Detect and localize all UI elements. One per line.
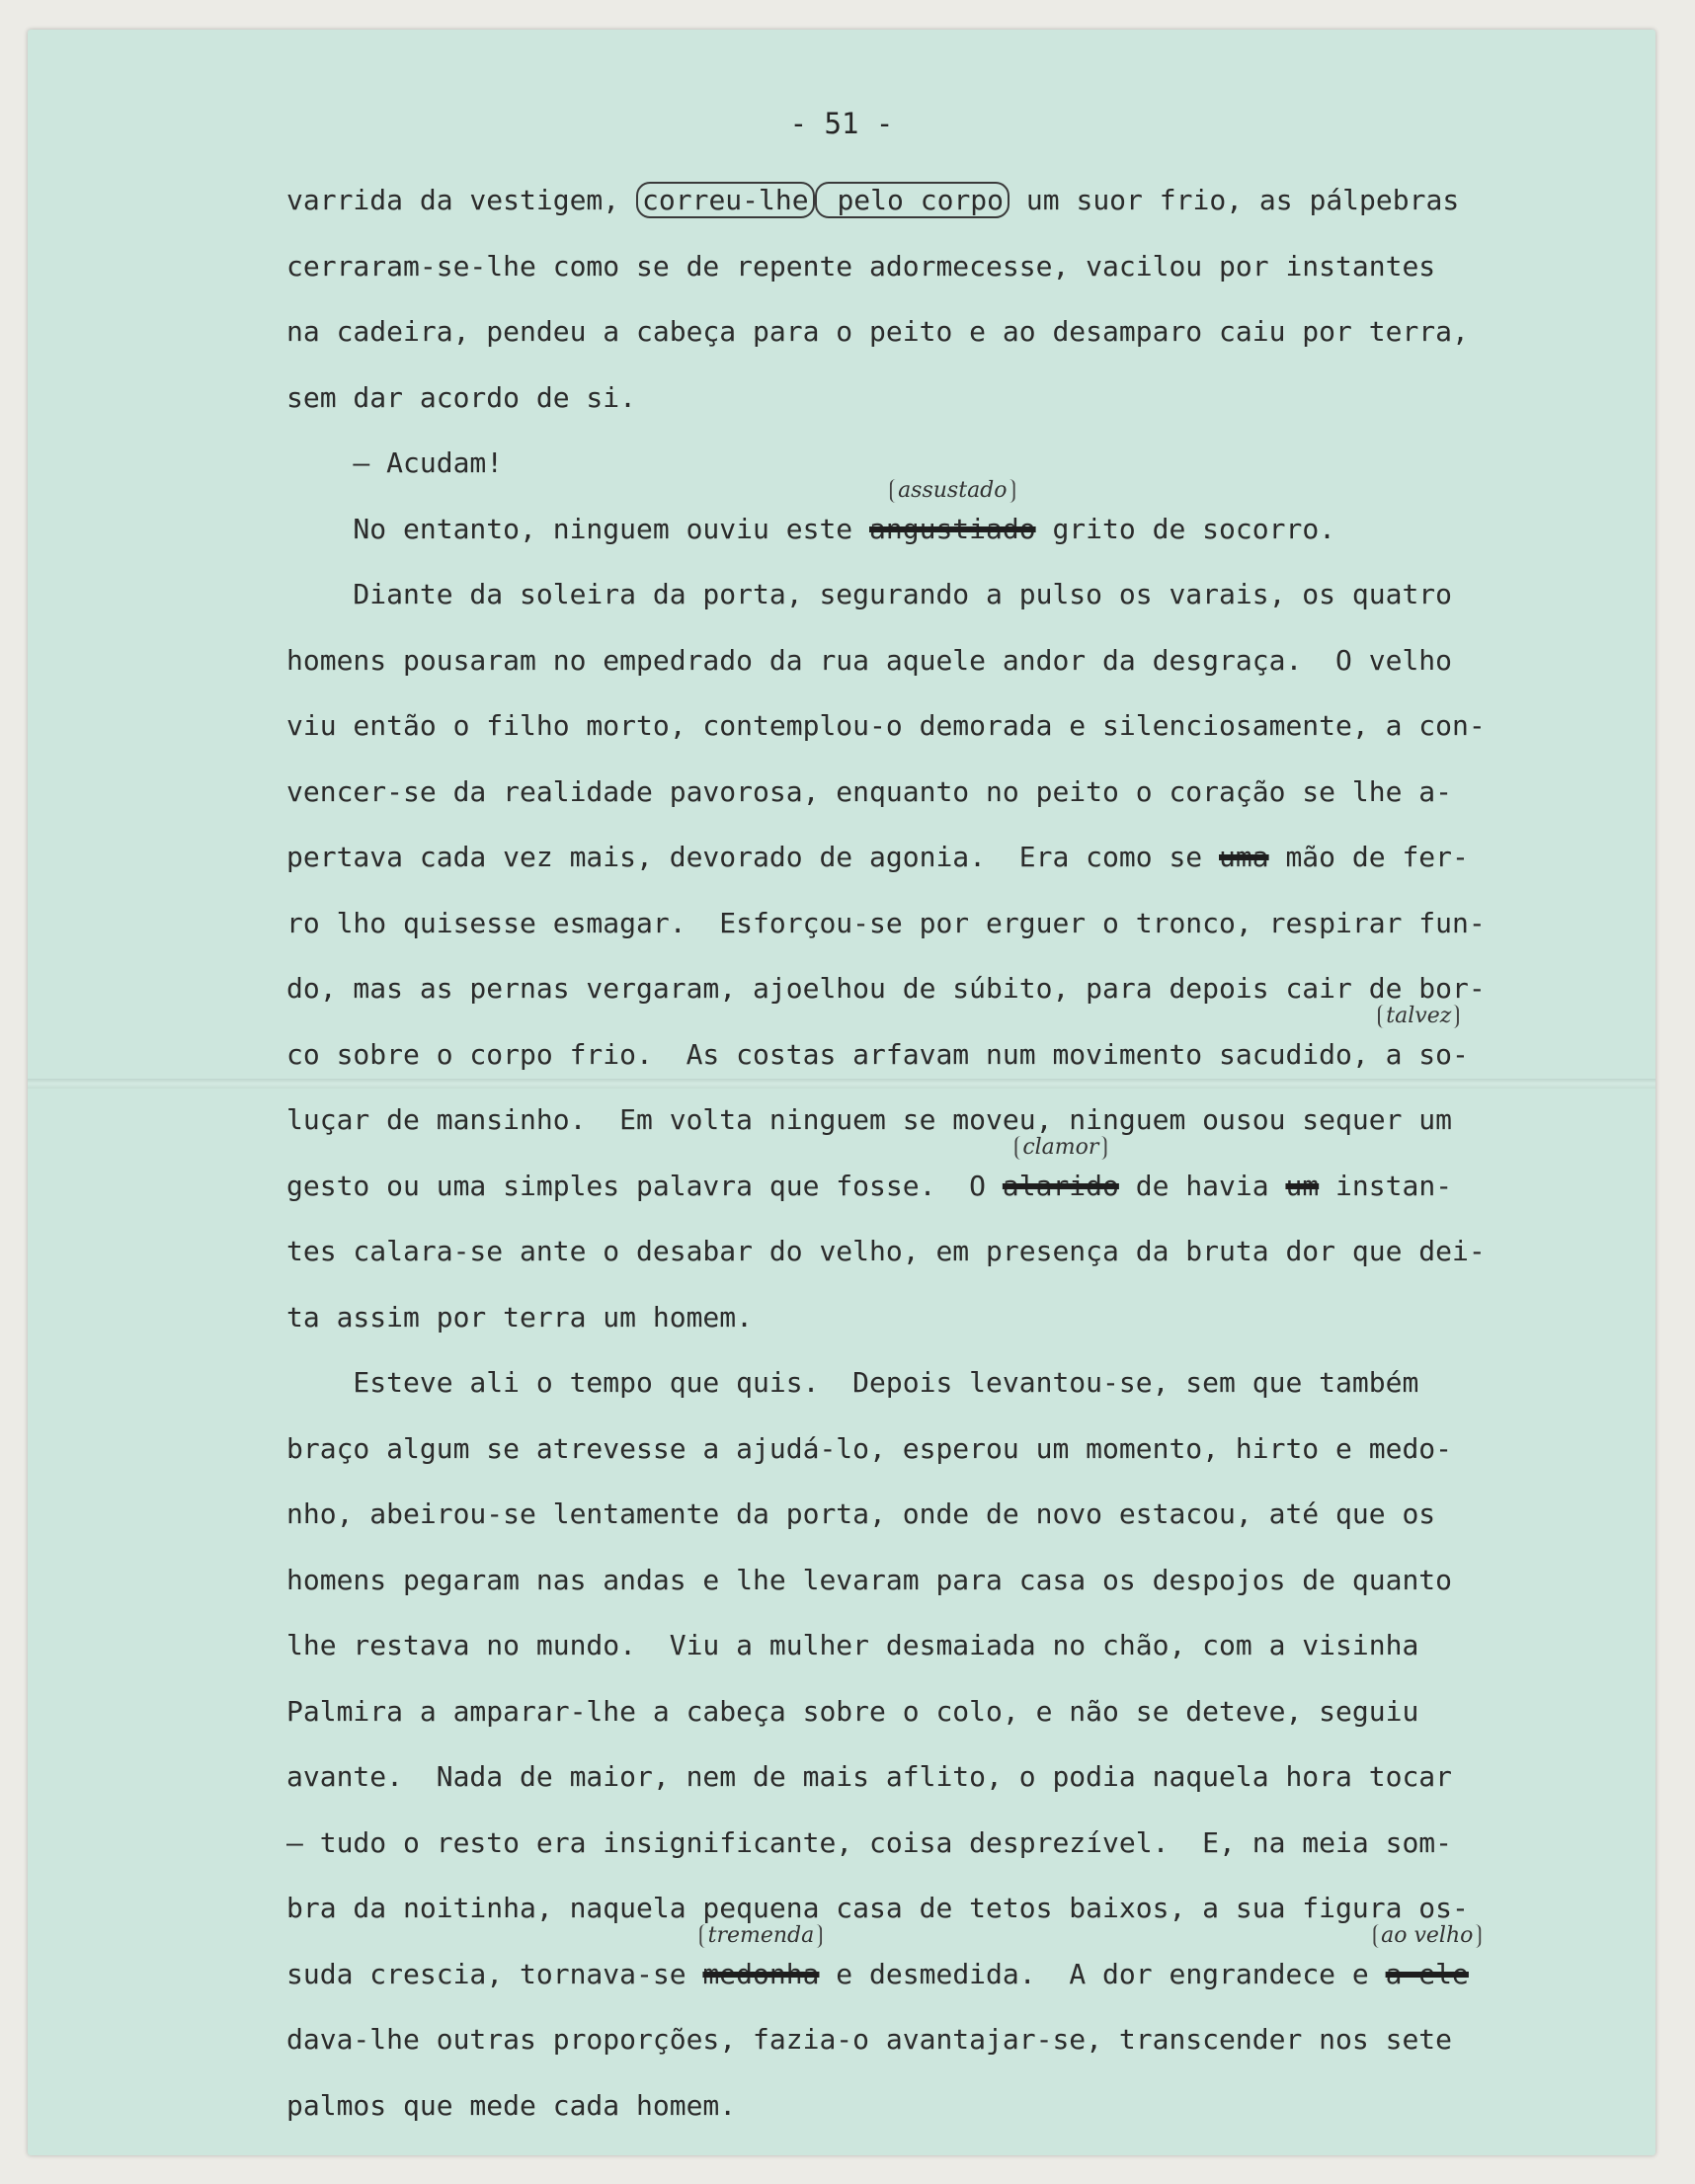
text-segment: co sobre o corpo frio. As costas arfavam num movimento sacudido, (286, 1037, 1369, 1071)
text-segment: Esteve ali o tempo que quis. Depois levantou-se, sem que também (286, 1366, 1419, 1399)
text-segment: braço algum se atrevesse a ajudá-lo, esperou um momento, hirto e medo- (286, 1431, 1453, 1465)
text-segment: — tudo o resto era insignificante, coisa desprezível. E, na meia som- (286, 1825, 1453, 1859)
text-line (286, 312, 1679, 377)
handwritten-correction: tremenda (700, 1924, 823, 1948)
text-line (286, 1692, 1679, 1757)
text-segment: Diante da soleira da porta, segurando a pulso os varais, os quatro (286, 578, 1453, 610)
text-segment: do, mas as pernas vergaram, ajoelhou de súbito, para depois cair de bor- (286, 972, 1486, 1005)
struck-word: a ele ao velho (1386, 1958, 1469, 1990)
text-line (286, 1429, 1679, 1495)
struck-word: angustiado assustado (869, 477, 1036, 545)
circled-phrase: pelo corpo (815, 184, 1009, 216)
text-segment: varrida da vestigem, (286, 184, 637, 216)
text-segment: bra da noitinha, naquela pequena casa de tetos baixos, a sua figura os- (286, 1892, 1469, 1924)
circled-phrase: correu-lhe (636, 184, 815, 216)
text-line (286, 1922, 1679, 2020)
typewritten-page (28, 30, 1655, 2155)
text-line (286, 181, 1679, 246)
text-line (286, 1626, 1679, 1691)
text-segment: pertava cada vez mais, devorado de agonia. Era como se (286, 841, 1220, 873)
text-segment: a so- talvez (1368, 1003, 1469, 1071)
text-segment: No entanto, ninguem ouviu este (286, 512, 870, 545)
handwritten-correction: talvez (1378, 1005, 1459, 1028)
struck-word: uma (1219, 841, 1269, 873)
text-segment: — Acudam! (286, 446, 504, 479)
text-line (286, 1100, 1679, 1166)
text-segment: gesto ou uma simples palavra que fosse. O (286, 1169, 1003, 1202)
struck-word: alarido clamor (1002, 1134, 1119, 1202)
text-segment: nho, abeirou-se lentamente da porta, onde de novo estacou, até que os (286, 1497, 1436, 1530)
text-line (286, 1757, 1679, 1822)
text-segment: dava-lhe outras proporções, fazia-o avantajar-se, transcender nos sete (286, 2023, 1453, 2056)
text-segment: homens pegaram nas andas e lhe levaram para casa os despojos de quanto (286, 1563, 1453, 1596)
text-line (286, 2020, 1679, 2085)
text-segment: viu então o filho morto, contemplou-o demorada e silenciosamente, a con- (286, 709, 1486, 742)
text-line (286, 1363, 1679, 1428)
text-segment: sem dar acordo de si. (286, 380, 637, 414)
text-segment: instan- (1319, 1169, 1453, 1202)
text-line (286, 1134, 1679, 1232)
text-segment: Palmira a amparar-lhe a cabeça sobre o colo, e não se deteve, seguiu (286, 1694, 1419, 1728)
text-line (286, 838, 1679, 903)
text-segment: palmos que mede cada homem. (286, 2088, 737, 2122)
text-segment: tes calara-se ante o desabar do velho, em presença da bruta dor que dei- (286, 1235, 1486, 1267)
text-segment: suda crescia, tornava-se (286, 1957, 703, 1990)
text-line (286, 641, 1679, 706)
text-segment: na cadeira, pendeu a cabeça para o peito e ao desamparo caiu por terra, (286, 315, 1469, 348)
text-line (286, 575, 1679, 640)
text-segment: lhe restava no mundo. Viu a mulher desmaiada no chão, com a visinha (286, 1629, 1419, 1661)
text-line (286, 1298, 1679, 1363)
text-segment: de havia (1118, 1169, 1286, 1202)
text-segment: e desmedida. A dor engrandece e (819, 1957, 1386, 1990)
handwritten-correction: clamor (1014, 1136, 1106, 1160)
handwritten-correction: ao velho (1373, 1924, 1481, 1948)
text-segment: grito de socorro. (1035, 512, 1336, 545)
text-segment: ro lho quisesse esmagar. Esforçou-se por erguer o tronco, respirar fun- (286, 906, 1486, 939)
text-line (286, 1003, 1679, 1100)
page-number: - 51 - (789, 107, 894, 140)
text-line (286, 1823, 1679, 1889)
text-line (286, 2086, 1679, 2151)
text-line (286, 1232, 1679, 1297)
text-line (286, 1561, 1679, 1626)
handwritten-correction: assustado (890, 479, 1014, 503)
struck-word: um (1285, 1169, 1320, 1202)
text-line (286, 477, 1679, 575)
text-line (286, 378, 1679, 444)
text-segment: luçar de mansinho. Em volta ninguem se moveu, ninguem ousou sequer um (286, 1103, 1453, 1136)
text-segment: mão de fer- (1268, 841, 1469, 873)
text-segment: homens pousaram no empedrado da rua aquele andor da desgraça. O velho (286, 643, 1453, 677)
text-line (286, 706, 1679, 771)
text-line (286, 772, 1679, 838)
text-segment: avante. Nada de maior, nem de mais aflito, o podia naquela hora tocar (286, 1760, 1453, 1793)
text-segment: ta assim por terra um homem. (286, 1300, 754, 1334)
text-segment: um suor frio, as pálpebras (1009, 184, 1460, 216)
text-line (286, 247, 1679, 312)
text-line (286, 969, 1679, 1034)
struck-word: medonha tremenda (702, 1958, 819, 1990)
text-line (286, 1495, 1679, 1560)
text-segment: vencer-se da realidade pavorosa, enquanto no peito o coração se lhe a- (286, 774, 1453, 808)
text-line (286, 904, 1679, 969)
text-segment: cerraram-se-lhe como se de repente adormecesse, vacilou por instantes (286, 249, 1436, 283)
